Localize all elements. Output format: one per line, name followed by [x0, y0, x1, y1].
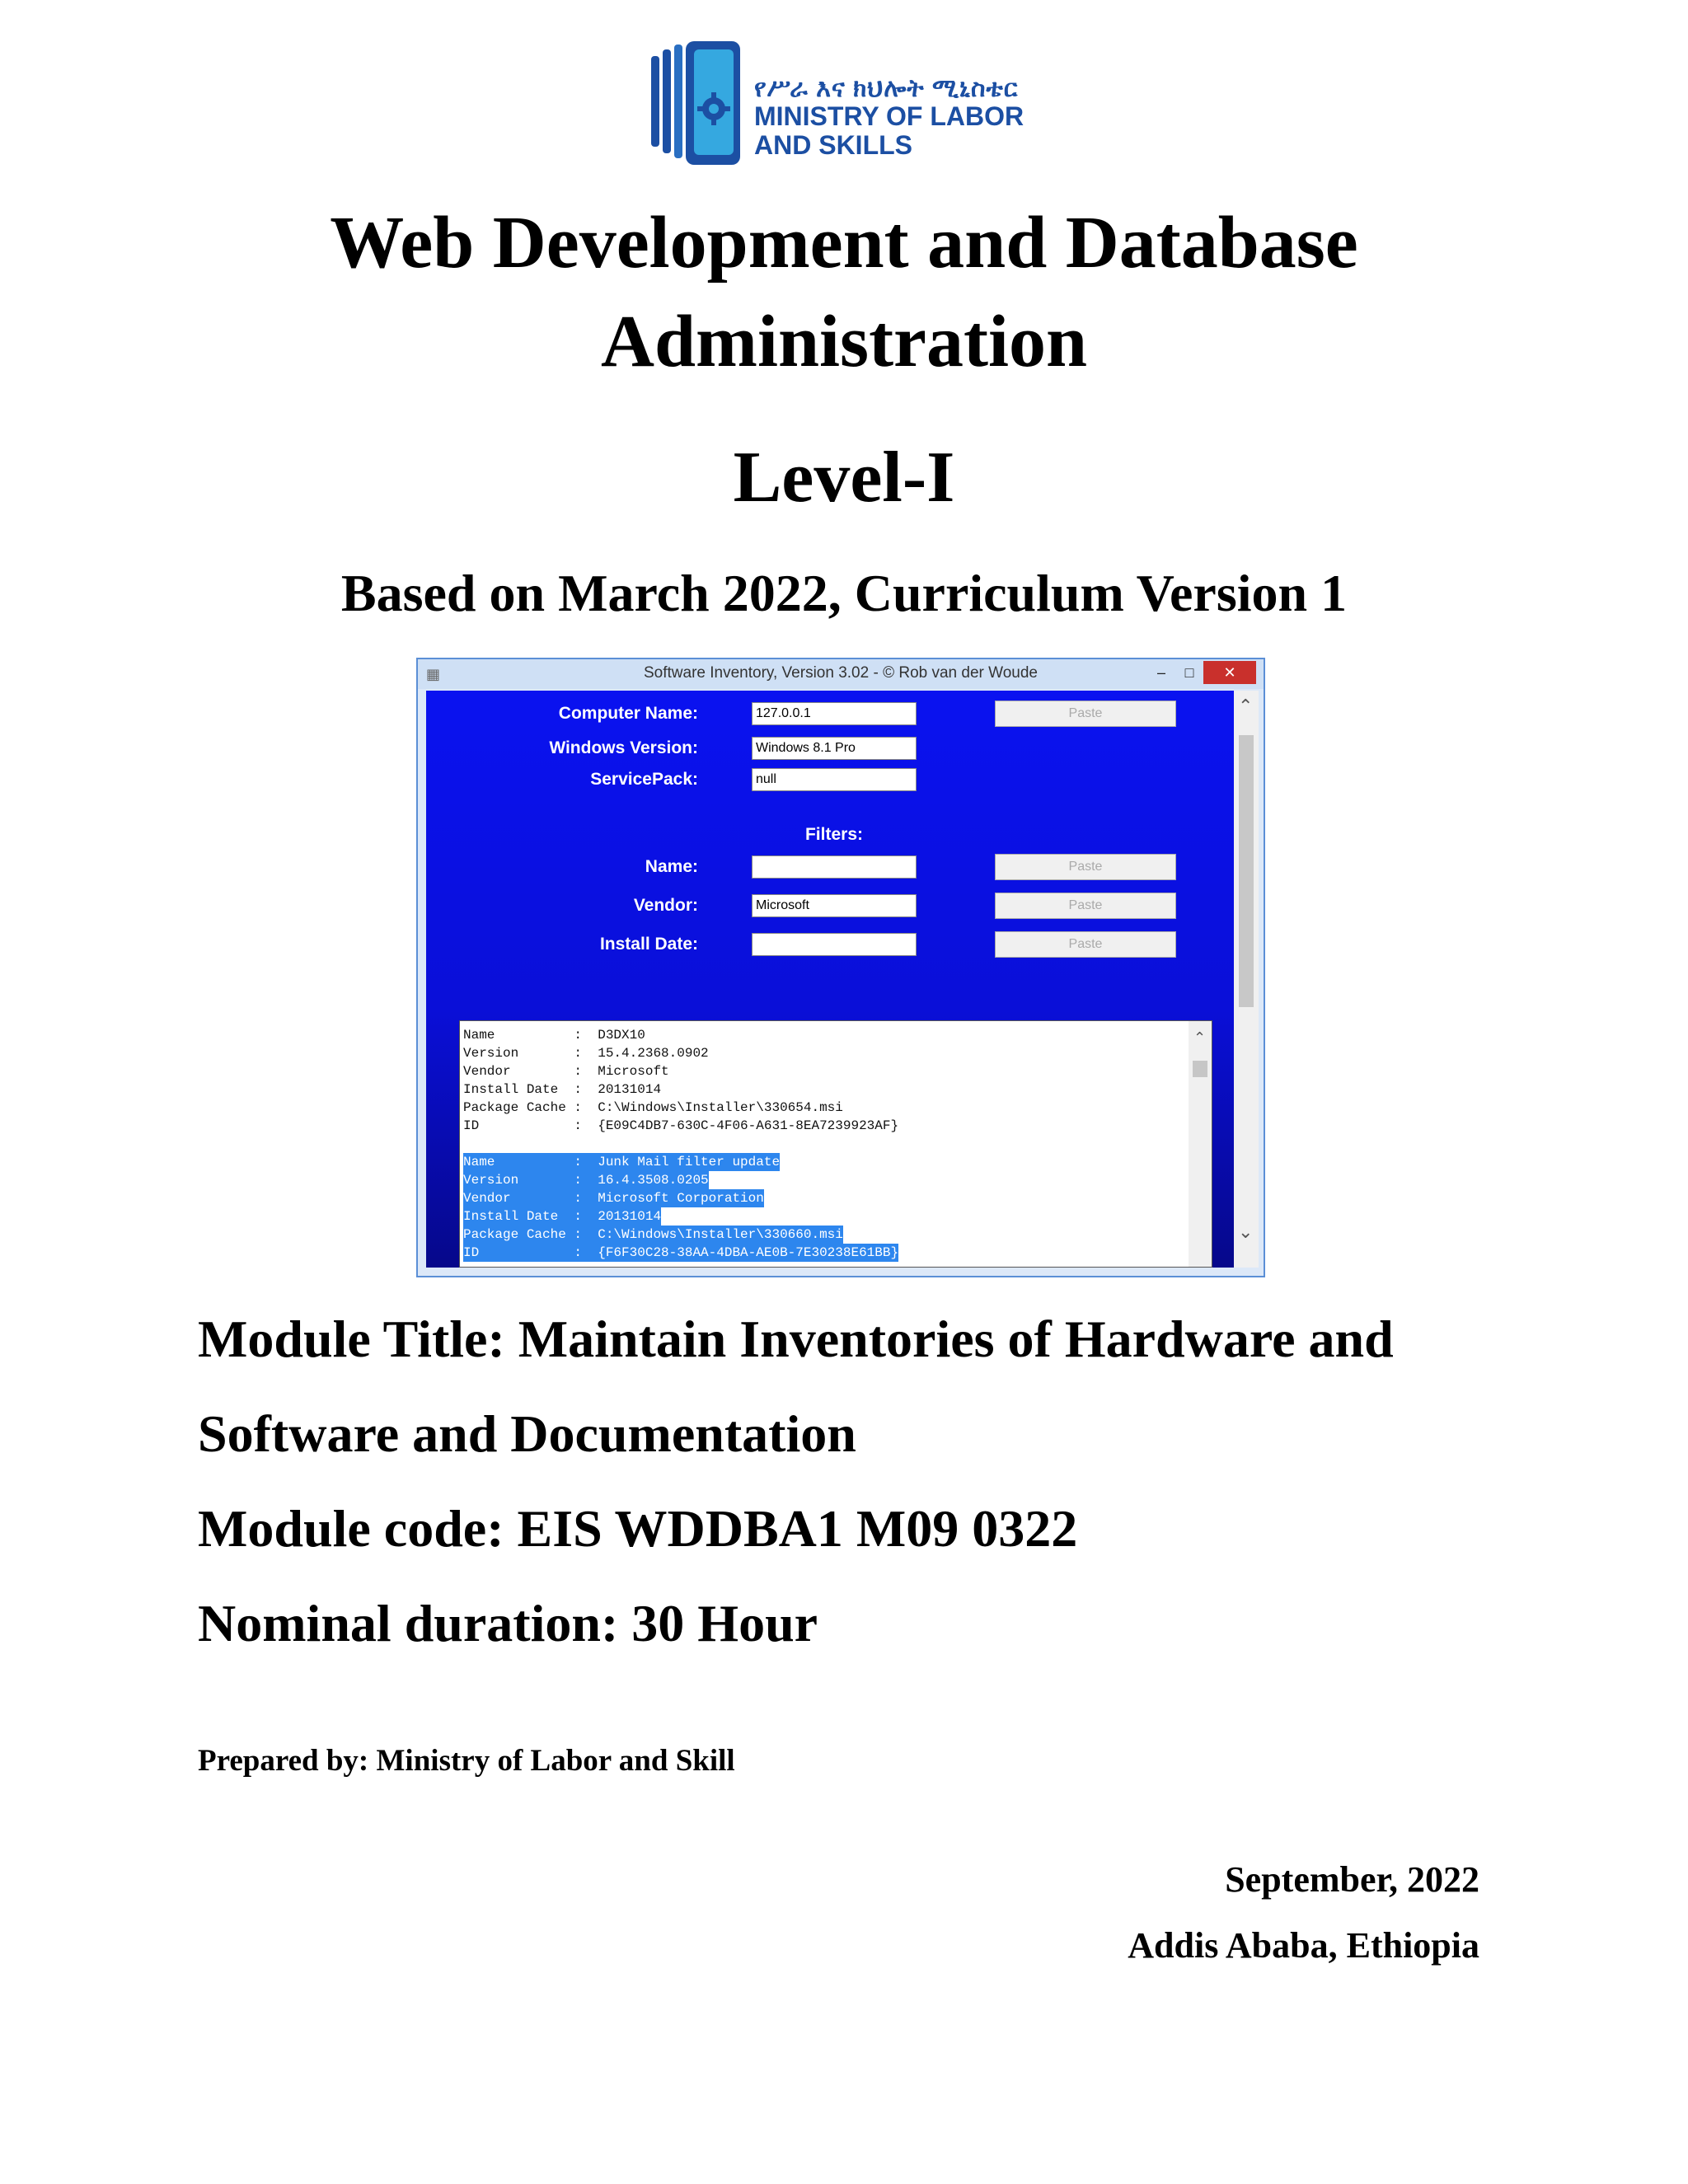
result-line: Name : D3DX10	[463, 1028, 645, 1043]
servicepack-input[interactable]: null	[752, 768, 917, 791]
results-scroll-thumb[interactable]	[1193, 1061, 1207, 1077]
servicepack-label: ServicePack:	[590, 770, 698, 789]
logo-amharic: የሥራ እና ክህሎት ሚኒስቴር	[754, 75, 1019, 102]
software-inventory-window	[416, 658, 1265, 1277]
document-level: Level-I	[733, 438, 955, 518]
publication-place: Addis Ababa, Ethiopia	[1128, 1925, 1479, 1966]
windows-version-input[interactable]: Windows 8.1 Pro	[752, 737, 917, 760]
result-line: ID : {E09C4DB7-630C-4F06-A631-8EA7239923AF}	[463, 1118, 899, 1133]
window-title: Software Inventory, Version 3.02 - © Rob van der Woude	[644, 664, 1038, 682]
logo-line-1: MINISTRY OF LABOR	[754, 101, 1025, 132]
vendor-filter-label: Vendor:	[633, 896, 698, 915]
app-icon: ▦	[426, 666, 441, 682]
window-body	[426, 691, 1234, 1268]
window-scroll-thumb[interactable]	[1239, 735, 1254, 1007]
nominal-duration: Nominal duration: 30 Hour	[198, 1594, 818, 1652]
computer-name-input[interactable]: 127.0.0.1	[752, 702, 917, 725]
result-line: Vendor : Microsoft	[463, 1064, 669, 1079]
result-line: Vendor : Microsoft Corporation	[463, 1191, 764, 1206]
result-line: Version : 15.4.2368.0902	[463, 1046, 709, 1061]
result-line: Version : 16.4.3508.0205	[463, 1173, 709, 1188]
install-date-filter-input[interactable]	[752, 933, 917, 956]
scroll-up-icon[interactable]: ⌃	[1193, 1029, 1207, 1046]
curriculum-version: Based on March 2022, Curriculum Version 1	[340, 564, 1348, 622]
name-filter-input[interactable]	[752, 855, 917, 879]
chevron-up-icon[interactable]: ⌃	[1238, 696, 1254, 716]
logo-wordmark	[754, 76, 1024, 159]
result-line: Install Date : 20131014	[463, 1082, 662, 1097]
prepared-by: Prepared by: Ministry of Labor and Skill	[198, 1744, 735, 1778]
filters-label: Filters:	[804, 825, 863, 844]
module-code: Module code: EIS WDDBA1 M09 0322	[198, 1499, 1078, 1558]
result-line: Install Date : 20131014	[463, 1209, 662, 1224]
publication-date: September, 2022	[1225, 1859, 1479, 1900]
vendor-filter-input[interactable]: Microsoft	[752, 894, 917, 917]
paste-install-date-button[interactable]: Paste	[995, 931, 1176, 958]
result-line: Package Cache : C:\Windows\Installer\330660.msi	[463, 1227, 843, 1242]
window-scrollbar[interactable]	[1234, 691, 1259, 1268]
paste-computer-name-button[interactable]: Paste	[995, 701, 1176, 727]
paste-name-button[interactable]: Paste	[995, 854, 1176, 880]
computer-name-label: Computer Name:	[558, 704, 698, 723]
window-titlebar[interactable]	[418, 659, 1264, 689]
logo-line-2: AND SKILLS	[754, 129, 912, 160]
name-filter-label: Name:	[645, 857, 698, 876]
results-scrollbar[interactable]	[1189, 1021, 1212, 1268]
result-line: Name : Junk Mail filter update	[463, 1155, 781, 1169]
chevron-down-icon[interactable]: ⌄	[1238, 1221, 1254, 1242]
close-button[interactable]: ✕	[1203, 661, 1256, 684]
results-textarea[interactable]	[459, 1020, 1212, 1268]
module-title-line-2: Software and Documentation	[198, 1404, 856, 1463]
paste-vendor-button[interactable]: Paste	[995, 893, 1176, 919]
result-line: Package Cache : C:\Windows\Installer\330654.msi	[463, 1100, 843, 1115]
windows-version-label: Windows Version:	[549, 738, 698, 757]
result-line: ID : {F6F30C28-38AA-4DBA-AE0B-7E30238E61BB}	[463, 1245, 899, 1260]
minimize-button[interactable]: –	[1156, 664, 1165, 681]
document-title-line-1: Web Development and Database	[330, 202, 1358, 284]
install-date-filter-label: Install Date:	[599, 935, 698, 954]
document-title-line-2: Administration	[600, 301, 1088, 382]
module-title-line-1: Module Title: Maintain Inventories of Hardware and	[198, 1310, 1394, 1368]
maximize-button[interactable]: □	[1184, 664, 1194, 681]
